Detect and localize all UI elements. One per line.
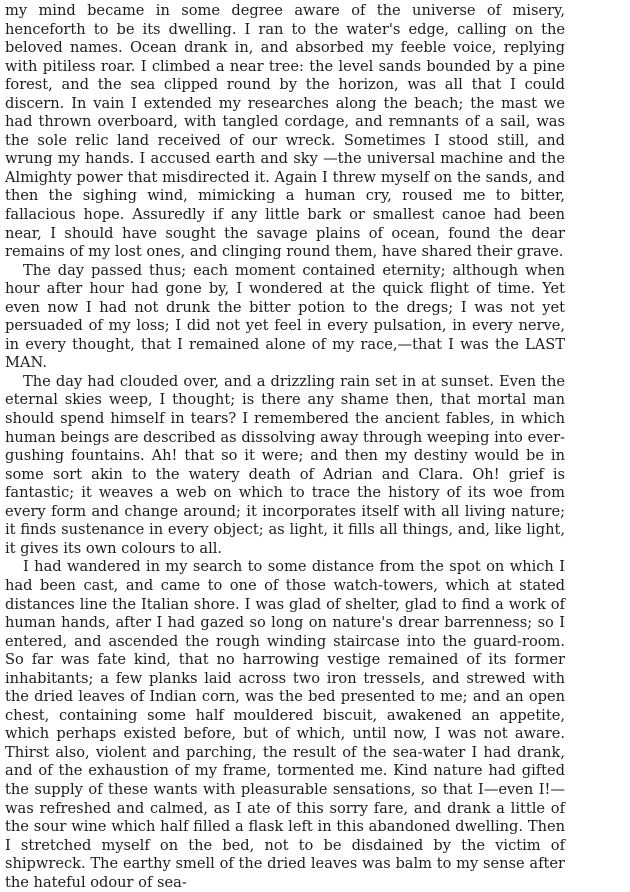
paragraph-watch-tower: I had wandered in my search to some distance from the spot on which I had been cast, and came to one of those watch-towers, which at stated distances line the Italian shore. I was glad of shelter, glad to find a work of human hands, after I had gazed so long on nature's drear barrenness; so I entered, and ascended the rough winding staircase into the guard-room. So far was fate kind, that no harrowing vestige remained of its former inhabitants; a few planks laid across two iron tressels, and strewed with the dried leaves of Indian corn, was the bed presented to me; and an open chest, containing some half mouldered biscuit, awakened an appetite, which perhaps existed before, but of which, until now, I was not aware. Thirst also, violent and parching, the result of the sea-water I had drank, and of the exhaustion of my frame, tormented me. Kind nature had gifted the supply of these wants with pleasurable sensations, so that I—even I!—was refreshed and calmed, as I ate of this sorry fare, and drank a little of the sour wine which half filled a flask left in this abandoned dwelling. Then I stretched myself on the bed, not to be disdained by the victim of shipwreck. The earthy smell of the dried leaves was balm to my sense after the hateful odour of sea- xyxy=(5,558,565,891)
paragraph-continued: my mind became in some degree aware of the universe of misery, henceforth to be its dwelling. I ran to the water's edge, calling on the beloved names. Ocean drank in, and absorbed my feeble voice, replying with pitiless roar. I climbed a near tree: the level sands bounded by a pine forest, and the sea clipped round by the horizon, was all that I could discern. In vain I extended my researches along the beach; the mast we had thrown overboard, with tangled cordage, and remnants of a sail, was the sole relic land received of our wreck. Sometimes I stood still, and wrung my hands. I accused earth and sky —the universal machine and the Almighty power that misdirected it. Again I threw myself on the sands, and then the sighing wind, mimicking a human cry, roused me to bitter, fallacious hope. Assuredly if any little bark or smallest canoe had been near, I should have sought the savage plains of ocean, found the dear remains of my lost ones, and clinging round them, have shared their grave. xyxy=(5,2,565,261)
paragraph-day-passed: The day passed thus; each moment contained eternity; although when hour after hour had gone by, I wondered at the quick flight of time. Yet even now I had not drunk the bitter potion to the dregs; I was not yet persuaded of my loss; I did not yet feel in every pulsation, in every nerve, in every thought, that I remained alone of my race,—that I was the LAST MAN. xyxy=(5,261,565,372)
document-page xyxy=(5,2,565,892)
paragraph-clouded-over: The day had clouded over, and a drizzling rain set in at sunset. Even the eternal skies weep, I thought; is there any shame then, that mortal man should spend himself in tears? I remembered the ancient fables, in which human beings are described as dissolving away through weeping into ever-gushing fountains. Ah! that so it were; and then my destiny would be in some sort akin to the watery death of Adrian and Clara. Oh! grief is fantastic; it weaves a web on which to trace the history of its woe from every form and change around; it incorporates itself with all living nature; it finds sustenance in every object; as light, it fills all things, and, like light, it gives its own colours to all. xyxy=(5,372,565,557)
